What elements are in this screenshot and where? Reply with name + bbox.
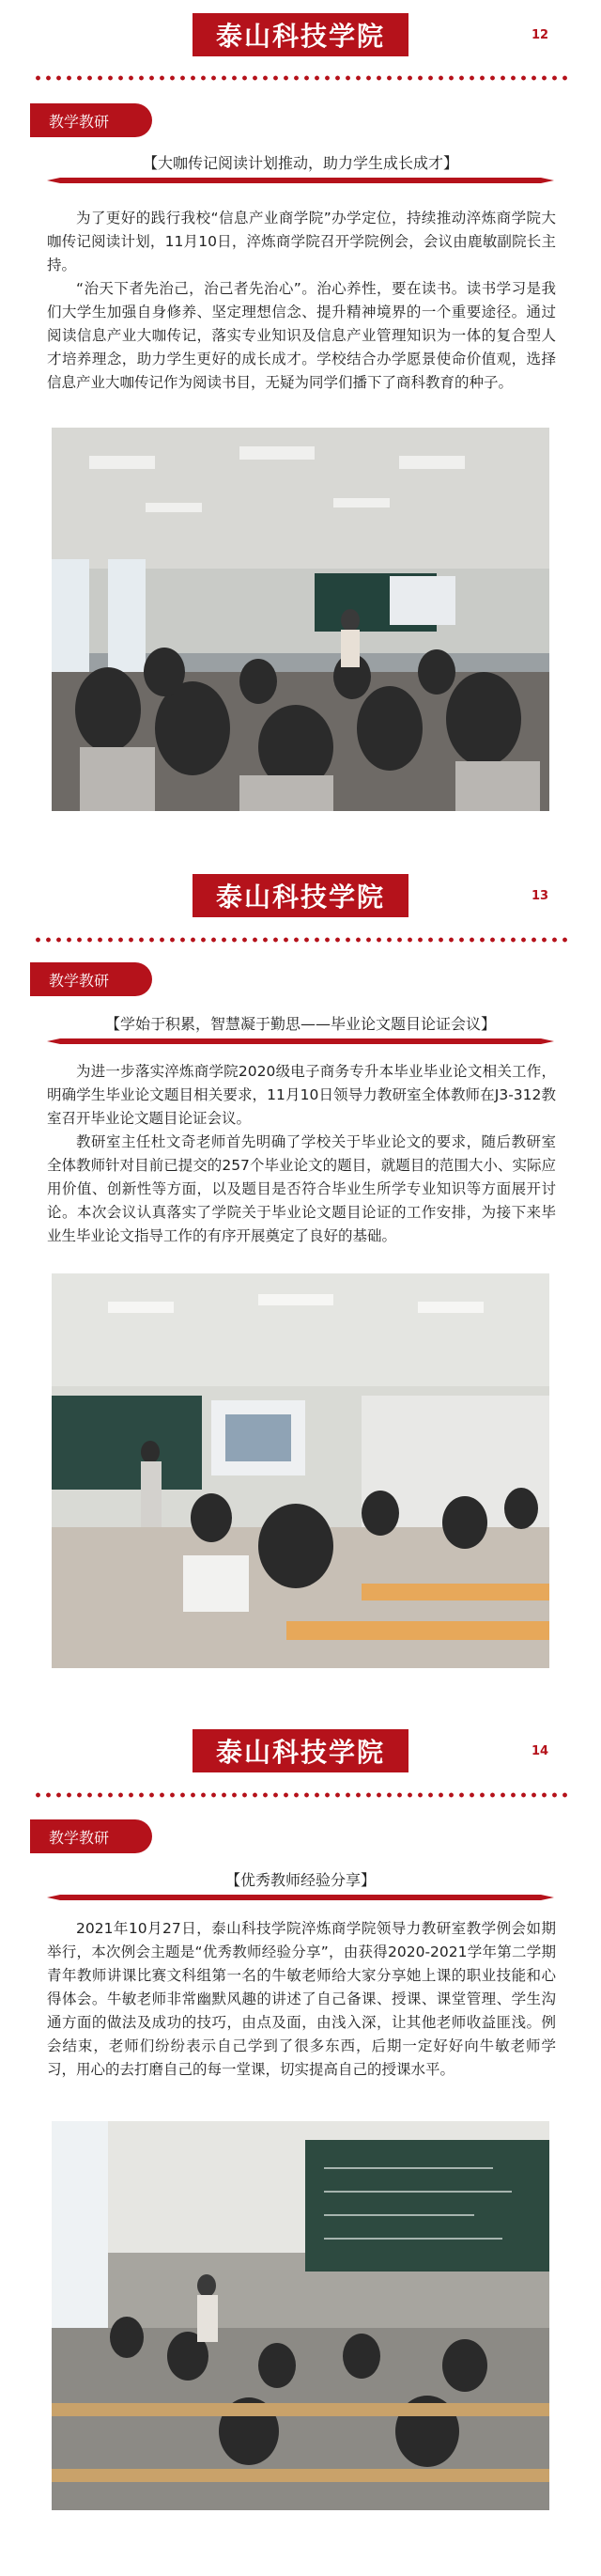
title-underline — [47, 1893, 554, 1902]
article-body — [47, 1060, 556, 1248]
article-title: 【优秀教师经验分享】 — [224, 1871, 376, 1889]
article-title: 【学始于积累，智慧凝于勤思——毕业论文题目论证会议】 — [104, 1015, 496, 1033]
dotted-divider — [33, 1792, 568, 1798]
page-14 — [0, 1710, 601, 2576]
masthead-title: 泰山科技学院 — [193, 1729, 408, 1772]
article-title: 【大咖传记阅读计划推动，助力学生成长成才】 — [142, 154, 458, 172]
section-tag: 教学教研 — [30, 1819, 152, 1853]
classroom-photo — [52, 2121, 549, 2510]
paragraph: 为进一步落实淬炼商学院2020级电子商务专升本毕业毕业论文相关工作，明确学生毕业论文题目相关要求，11月10日领导力教研室全体教师在J3-312教室召开毕业论文题目论证会议。 — [47, 1063, 556, 1127]
section-tag: 教学教研 — [30, 103, 152, 137]
dotted-divider — [33, 75, 568, 81]
page-number: 14 — [531, 1744, 549, 1758]
dotted-divider — [33, 937, 568, 943]
title-underline — [47, 176, 554, 185]
page-number: 13 — [531, 889, 549, 903]
article-body — [47, 1917, 556, 2082]
masthead-title: 泰山科技学院 — [193, 874, 408, 917]
masthead-title: 泰山科技学院 — [193, 13, 408, 56]
paragraph: 教研室主任杜文奇老师首先明确了学校关于毕业论文的要求，随后教研室全体教师针对目前已提交的257个毕业论文的题目，就题目的范围大小、实际应用价值、创新性等方面，以及题目是否符合毕业生所学专业知识等方面展开讨论。本次会议认真落实了学院关于毕业论文题目论证的工作安排，为接下来毕业生毕业论文指导工作的有序开展奠定了良好的基础。 — [47, 1133, 556, 1244]
paragraph: 为了更好的践行我校“信息产业商学院”办学定位，持续推动淬炼商学院大咖传记阅读计划，11月10日，淬炼商学院召开学院例会，会议由鹿敏副院长主持。 — [47, 210, 556, 273]
section-tag: 教学教研 — [30, 962, 152, 996]
page-12 — [0, 0, 601, 846]
title-underline — [47, 1037, 554, 1046]
article-body — [47, 207, 556, 395]
classroom-photo — [52, 1273, 549, 1668]
paragraph: “治天下者先治己，治己者先治心”。治心养性，要在读书。读书学习是我们大学生加强自身修养、坚定理想信念、提升精神境界的一个重要途径。通过阅读信息产业大咖传记，落实专业知识及信息产业管理知识为一体的复合型人才培养理念，助力学生更好的成长成才。学校结合办学愿景使命价值观，选择信息产业大咖传记作为阅读书目，无疑为同学们播下了商科教育的种子。 — [47, 280, 556, 391]
paragraph: 2021年10月27日，泰山科技学院淬炼商学院领导力教研室教学例会如期举行，本次例会主题是“优秀教师经验分享”，由获得2020-2021学年第二学期青年教师讲课比赛文科组第一名的牛敏老师给大家分享她上课的职业技能和心得体会。牛敏老师非常幽默风趣的讲述了自己备课、授课、课堂管理、学生沟通方面的做法及成功的技巧，由点及面，由浅入深，让其他老师收益匪浅。例会结束，老师们纷纷表示自己学到了很多东西，后期一定好好向牛敏老师学习，用心的去打磨自己的每一堂课，切实提高自己的授课水平。 — [47, 1920, 556, 2078]
page-number: 12 — [531, 28, 549, 42]
page-13 — [0, 846, 601, 1710]
classroom-photo — [52, 428, 549, 811]
